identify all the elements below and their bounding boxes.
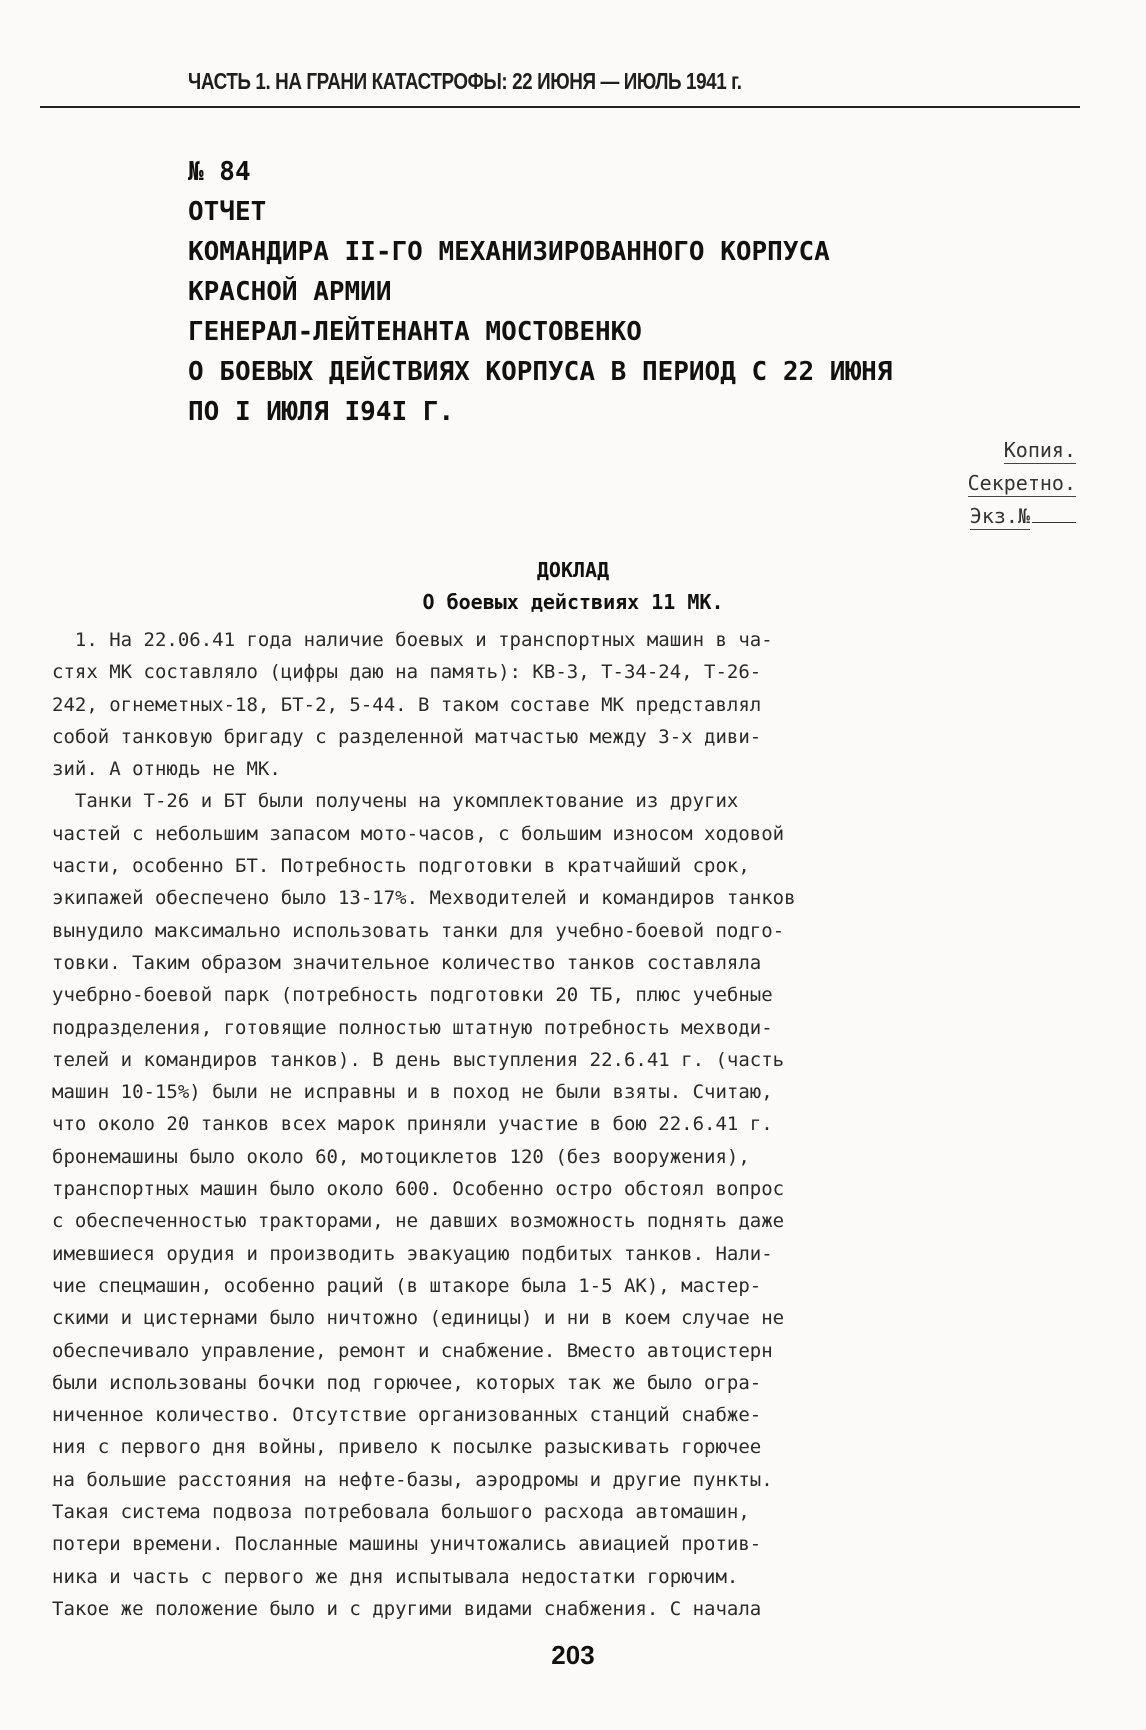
body-line: Такое же положение было и с другими видами снабжения. С начала	[52, 1597, 762, 1620]
title-line: КОМАНДИРА II-ГО МЕХАНИЗИРОВАННОГО КОРПУСА	[188, 237, 830, 267]
body-line: ния с первого дня войны, привело к посылке разыскивать горючее	[52, 1436, 762, 1459]
title-line: ГЕНЕРАЛ-ЛЕЙТЕНАНТА МОСТОВЕНКО	[188, 317, 642, 347]
body-line: бронемашины было около 60, мотоциклетов 120 (без вооружения),	[52, 1145, 750, 1168]
document-title-block	[188, 152, 1068, 432]
copy-stamp: Копия.	[1003, 438, 1076, 462]
body-line: что около 20 танков всех марок приняли участие в бою 22.6.41 г.	[52, 1113, 773, 1136]
body-line: чие спецмашин, особенно раций (в штакоре была 1-5 АК), мастер-	[52, 1274, 762, 1297]
body-line: частей с небольшим запасом мото-часов, с большим износом ходовой	[52, 822, 785, 845]
title-line: ОТЧЕТ	[188, 197, 267, 227]
body-line: потери времени. Посланные машины уничтожались авиацией против-	[52, 1533, 762, 1556]
running-head: ЧАСТЬ 1. НА ГРАНИ КАТАСТРОФЫ: 22 ИЮНЯ — ИЮЛЬ 1941 г.	[188, 68, 742, 94]
body-line: телей и командиров танков). В день выступления 22.6.41 г. (часть	[52, 1048, 785, 1071]
body-line: учебрно-боевой парк (потребность подготовки 20 ТБ, плюс учебные	[52, 984, 773, 1007]
body-line: ниченное количество. Отсутствие организованных станций снабже-	[52, 1404, 762, 1427]
body-line: обеспечивало управление, ремонт и снабжение. Вместо автоцистерн	[52, 1339, 773, 1362]
report-heading	[0, 554, 1146, 618]
page-number: 203	[551, 1640, 595, 1670]
secret-stamp: Секретно.	[967, 471, 1076, 495]
title-line: № 84	[188, 157, 251, 187]
body-line: были использованы бочки под горючее, которых так же было огра-	[52, 1371, 762, 1394]
title-line: ПО I ИЮЛЯ I94I Г.	[188, 397, 455, 427]
body-line: транспортных машин было около 600. Особенно остро обстоял вопрос	[52, 1178, 785, 1201]
header-rule	[40, 106, 1080, 108]
body-line: скими и цистернами было ничтожно (единицы) и ни в коем случае не	[52, 1307, 785, 1330]
body-line: на большие расстояния на нефте-базы, аэродромы и другие пункты.	[52, 1468, 773, 1491]
classification-stamps	[968, 434, 1076, 533]
copy-number-stamp: Экз.№	[968, 500, 1076, 533]
body-line: 242, огнеметных-18, БТ-2, 5-44. В таком составе МК представлял	[52, 693, 762, 716]
body-line: с обеспеченностью тракторами, не давших возможность поднять даже	[52, 1210, 785, 1233]
body-line: зий. А отнюдь не МК.	[52, 758, 281, 781]
body-line: Такая система подвоза потребовала большого расхода автомашин,	[52, 1501, 750, 1524]
body-line: собой танковую бригаду с разделенной матчастью между 3-х диви-	[52, 725, 762, 748]
body-line: экипажей обеспечено было 13-17%. Мехводителей и командиров танков	[52, 887, 796, 910]
report-title: ДОКЛАД	[536, 558, 610, 582]
body-line: подразделения, готовящие полностью штатную потребность мехводи-	[52, 1016, 773, 1039]
body-line: вынудило максимально использовать танки для учебно-боевой подго-	[52, 919, 785, 942]
body-line: имевшиеся орудия и производить эвакуацию подбитых танков. Нали-	[52, 1242, 773, 1265]
report-body	[52, 624, 1082, 1625]
body-line: ника и часть с первого же дня испытывала недостатки горючим.	[52, 1565, 739, 1588]
body-line: части, особенно БТ. Потребность подготовки в кратчайший срок,	[52, 855, 750, 878]
body-line: товки. Таким образом значительное количество танков составляла	[52, 951, 762, 974]
report-subtitle: О боевых действиях 11 МК.	[422, 590, 724, 614]
title-line: КРАСНОЙ АРМИИ	[188, 277, 392, 307]
body-line: Танки Т-26 и БТ были получены на укомплектование из других	[52, 790, 739, 813]
title-line: О БОЕВЫХ ДЕЙСТВИЯХ КОРПУСА В ПЕРИОД С 22 ИЮНЯ	[188, 357, 893, 387]
body-line: 1. На 22.06.41 года наличие боевых и транспортных машин в ча-	[52, 629, 773, 651]
body-line: стях МК составляло (цифры даю на память): КВ-3, Т-34-24, Т-26-	[52, 661, 762, 684]
body-line: машин 10-15%) были не исправны и в поход не были взяты. Считаю,	[52, 1081, 773, 1104]
